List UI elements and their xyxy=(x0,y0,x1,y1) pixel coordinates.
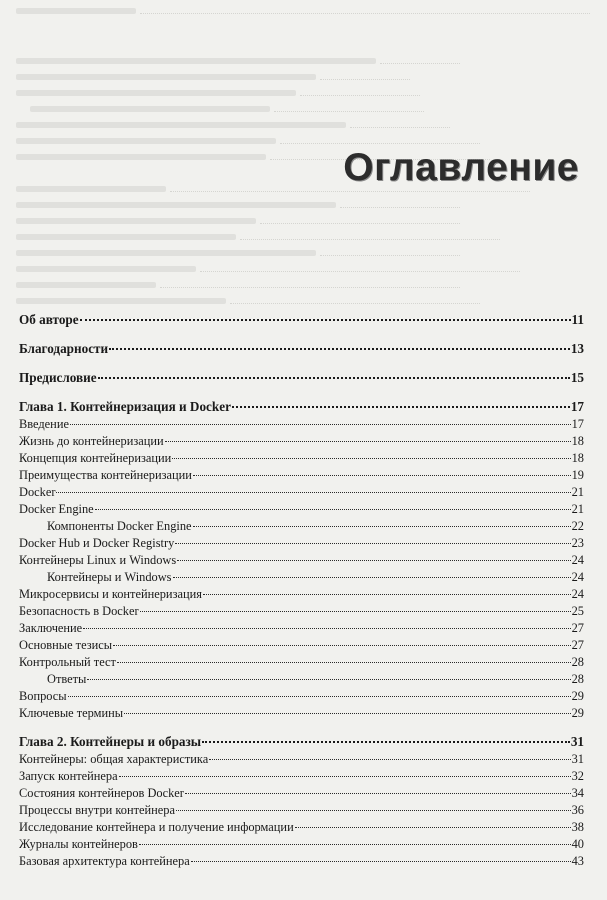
toc-dot-leader xyxy=(139,844,571,845)
show-through-line xyxy=(16,298,226,304)
toc-entry xyxy=(19,802,584,818)
toc-entry xyxy=(19,552,584,568)
toc-entry xyxy=(19,620,584,636)
toc-dot-leader xyxy=(175,543,570,544)
toc-entry-page: 22 xyxy=(571,519,584,533)
toc-entry-page: 29 xyxy=(571,706,584,720)
toc-entry-title: Запуск контейнера xyxy=(19,769,118,783)
toc-entry-title: Концепция контейнеризации xyxy=(19,451,172,465)
toc-dot-leader xyxy=(87,679,570,680)
show-through-line xyxy=(16,218,256,224)
show-through-dots xyxy=(230,303,480,305)
toc-entry-page: 29 xyxy=(571,689,584,703)
page-title: Оглавление xyxy=(343,146,579,189)
toc-entry-title: Преимущества контейнеризации xyxy=(19,468,192,482)
show-through-line xyxy=(16,186,166,192)
toc-dot-leader xyxy=(98,377,570,379)
toc-entry-page: 18 xyxy=(571,434,584,448)
toc-entry-page: 28 xyxy=(571,672,584,686)
toc-entry-page: 38 xyxy=(571,820,584,834)
toc-entry xyxy=(19,751,584,767)
toc-entry xyxy=(19,484,584,500)
toc-entry-page: 34 xyxy=(571,786,584,800)
show-through-line xyxy=(16,8,136,14)
toc-dot-leader xyxy=(193,526,571,527)
toc-dot-leader xyxy=(185,793,571,794)
show-through-line xyxy=(16,122,346,128)
show-through-dots xyxy=(260,223,460,225)
toc-entry xyxy=(19,688,584,704)
show-through-line xyxy=(30,106,270,112)
show-through-line xyxy=(16,138,276,144)
toc-dot-leader xyxy=(95,509,571,510)
toc-entry-page: 31 xyxy=(570,734,584,749)
show-through-line xyxy=(16,202,336,208)
toc-entry xyxy=(19,341,584,357)
toc-entry-title: Глава 1. Контейнеризация и Docker xyxy=(19,399,231,414)
toc-entry-title: Ключевые термины xyxy=(19,706,124,720)
show-through-dots xyxy=(300,95,420,97)
toc-entry-title: Docker Hub и Docker Registry xyxy=(19,536,175,550)
toc-entry-title: Безопасность в Docker xyxy=(19,604,139,618)
toc-entry xyxy=(19,450,584,466)
toc-entry-title: Основные тезисы xyxy=(19,638,113,652)
toc-entry xyxy=(19,603,584,619)
toc-entry-title: Введение xyxy=(19,417,69,431)
toc-dot-leader xyxy=(119,776,571,777)
toc-dot-leader xyxy=(172,458,570,459)
toc-dot-leader xyxy=(56,492,570,493)
toc-entry-page: 17 xyxy=(571,417,584,431)
toc-entry-title: Журналы контейнеров xyxy=(19,837,138,851)
toc-dot-leader xyxy=(117,662,571,663)
show-through-dots xyxy=(350,127,450,129)
toc-entry-page: 24 xyxy=(571,587,584,601)
toc-entry-title: Исследование контейнера и получение информации xyxy=(19,820,294,834)
toc-entry xyxy=(19,518,584,534)
show-through-dots xyxy=(320,255,460,257)
toc-entry-page: 11 xyxy=(571,312,584,327)
show-through-dots xyxy=(200,271,520,273)
toc-entry-page: 32 xyxy=(571,769,584,783)
toc-entry xyxy=(19,671,584,687)
show-through-dots xyxy=(240,239,500,241)
toc-entry xyxy=(19,785,584,801)
toc-entry-title: Контейнеры и Windows xyxy=(47,570,172,584)
toc-dot-leader xyxy=(193,475,571,476)
toc-entry xyxy=(19,312,584,328)
toc-entry xyxy=(19,654,584,670)
toc-entry-page: 24 xyxy=(571,570,584,584)
show-through-dots xyxy=(160,287,460,289)
toc-entry xyxy=(19,586,584,602)
show-through-line xyxy=(16,234,236,240)
toc-dot-leader xyxy=(295,827,571,828)
toc-dot-leader xyxy=(124,713,571,714)
toc-entry xyxy=(19,836,584,852)
toc-entry-title: Глава 2. Контейнеры и образы xyxy=(19,734,202,749)
toc-entry-title: Заключение xyxy=(19,621,83,635)
toc-entry-title: Предисловие xyxy=(19,370,97,385)
toc-entry-page: 27 xyxy=(571,638,584,652)
show-through-line xyxy=(16,154,266,160)
show-through-dots xyxy=(320,79,410,81)
toc-dot-leader xyxy=(232,406,570,408)
toc-dot-leader xyxy=(165,441,571,442)
toc-entry-title: Контейнеры: общая характеристика xyxy=(19,752,209,766)
toc-dot-leader xyxy=(80,319,571,321)
toc-entry-page: 43 xyxy=(571,854,584,868)
toc-entry-page: 17 xyxy=(570,399,584,414)
toc-entry-page: 18 xyxy=(571,451,584,465)
toc-dot-leader xyxy=(173,577,571,578)
toc-entry-page: 13 xyxy=(570,341,584,356)
toc-dot-leader xyxy=(209,759,570,760)
toc-entry-title: Жизнь до контейнеризации xyxy=(19,434,164,448)
show-through-line xyxy=(16,266,196,272)
toc-entry-title: Вопросы xyxy=(19,689,67,703)
toc-entry xyxy=(19,768,584,784)
show-through-dots xyxy=(280,143,480,145)
toc-dot-leader xyxy=(191,861,571,862)
toc-entry xyxy=(19,734,584,750)
toc-entry xyxy=(19,535,584,551)
show-through-line xyxy=(16,250,316,256)
toc-entry-title: Состояния контейнеров Docker xyxy=(19,786,184,800)
show-through-dots xyxy=(140,13,590,15)
show-through-line xyxy=(16,58,376,64)
toc-entry xyxy=(19,853,584,869)
toc-entry xyxy=(19,569,584,585)
toc-entry xyxy=(19,637,584,653)
toc-dot-leader xyxy=(83,628,570,629)
show-through-line xyxy=(16,74,316,80)
toc-entry-page: 24 xyxy=(571,553,584,567)
toc-entry-page: 40 xyxy=(571,837,584,851)
toc-entry xyxy=(19,433,584,449)
toc-dot-leader xyxy=(70,424,571,425)
toc-dot-leader xyxy=(176,810,571,811)
toc-dot-leader xyxy=(140,611,571,612)
toc-dot-leader xyxy=(109,348,570,350)
show-through-dots xyxy=(170,191,530,193)
toc-entry-page: 21 xyxy=(571,502,584,516)
toc-entry-page: 15 xyxy=(570,370,584,385)
toc-entry-title: Ответы xyxy=(47,672,87,686)
toc-dot-leader xyxy=(68,696,571,697)
toc-entry xyxy=(19,819,584,835)
toc-entry-page: 36 xyxy=(571,803,584,817)
toc-entry xyxy=(19,467,584,483)
toc-entry-title: Об авторе xyxy=(19,312,79,327)
toc-entry xyxy=(19,399,584,415)
toc-entry-title: Компоненты Docker Engine xyxy=(47,519,192,533)
toc-entry-title: Благодарности xyxy=(19,341,109,356)
toc-entry-page: 23 xyxy=(571,536,584,550)
show-through-dots xyxy=(380,63,460,65)
toc-entry xyxy=(19,370,584,386)
toc-entry-title: Базовая архитектура контейнера xyxy=(19,854,190,868)
toc-dot-leader xyxy=(177,560,570,561)
show-through-dots xyxy=(340,207,460,209)
toc-dot-leader xyxy=(203,594,571,595)
toc-entry-title: Микросервисы и контейнеризация xyxy=(19,587,202,601)
toc-entry-page: 28 xyxy=(571,655,584,669)
toc-entry xyxy=(19,416,584,432)
toc-entry-title: Docker Engine xyxy=(19,502,94,516)
toc-entry xyxy=(19,501,584,517)
toc-entry-page: 27 xyxy=(571,621,584,635)
toc-entry-page: 19 xyxy=(571,468,584,482)
toc-entry xyxy=(19,705,584,721)
toc-entry-title: Контрольный тест xyxy=(19,655,116,669)
show-through-dots xyxy=(274,111,424,113)
toc-entry-title: Процессы внутри контейнера xyxy=(19,803,175,817)
toc-dot-leader xyxy=(202,741,570,743)
toc-entry-page: 21 xyxy=(571,485,584,499)
toc-entry-page: 31 xyxy=(571,752,584,766)
toc-entry-page: 25 xyxy=(571,604,584,618)
show-through-line xyxy=(16,282,156,288)
toc-entry-title: Docker xyxy=(19,485,56,499)
toc-entry-title: Контейнеры Linux и Windows xyxy=(19,553,177,567)
toc-dot-leader xyxy=(113,645,571,646)
show-through-line xyxy=(16,90,296,96)
